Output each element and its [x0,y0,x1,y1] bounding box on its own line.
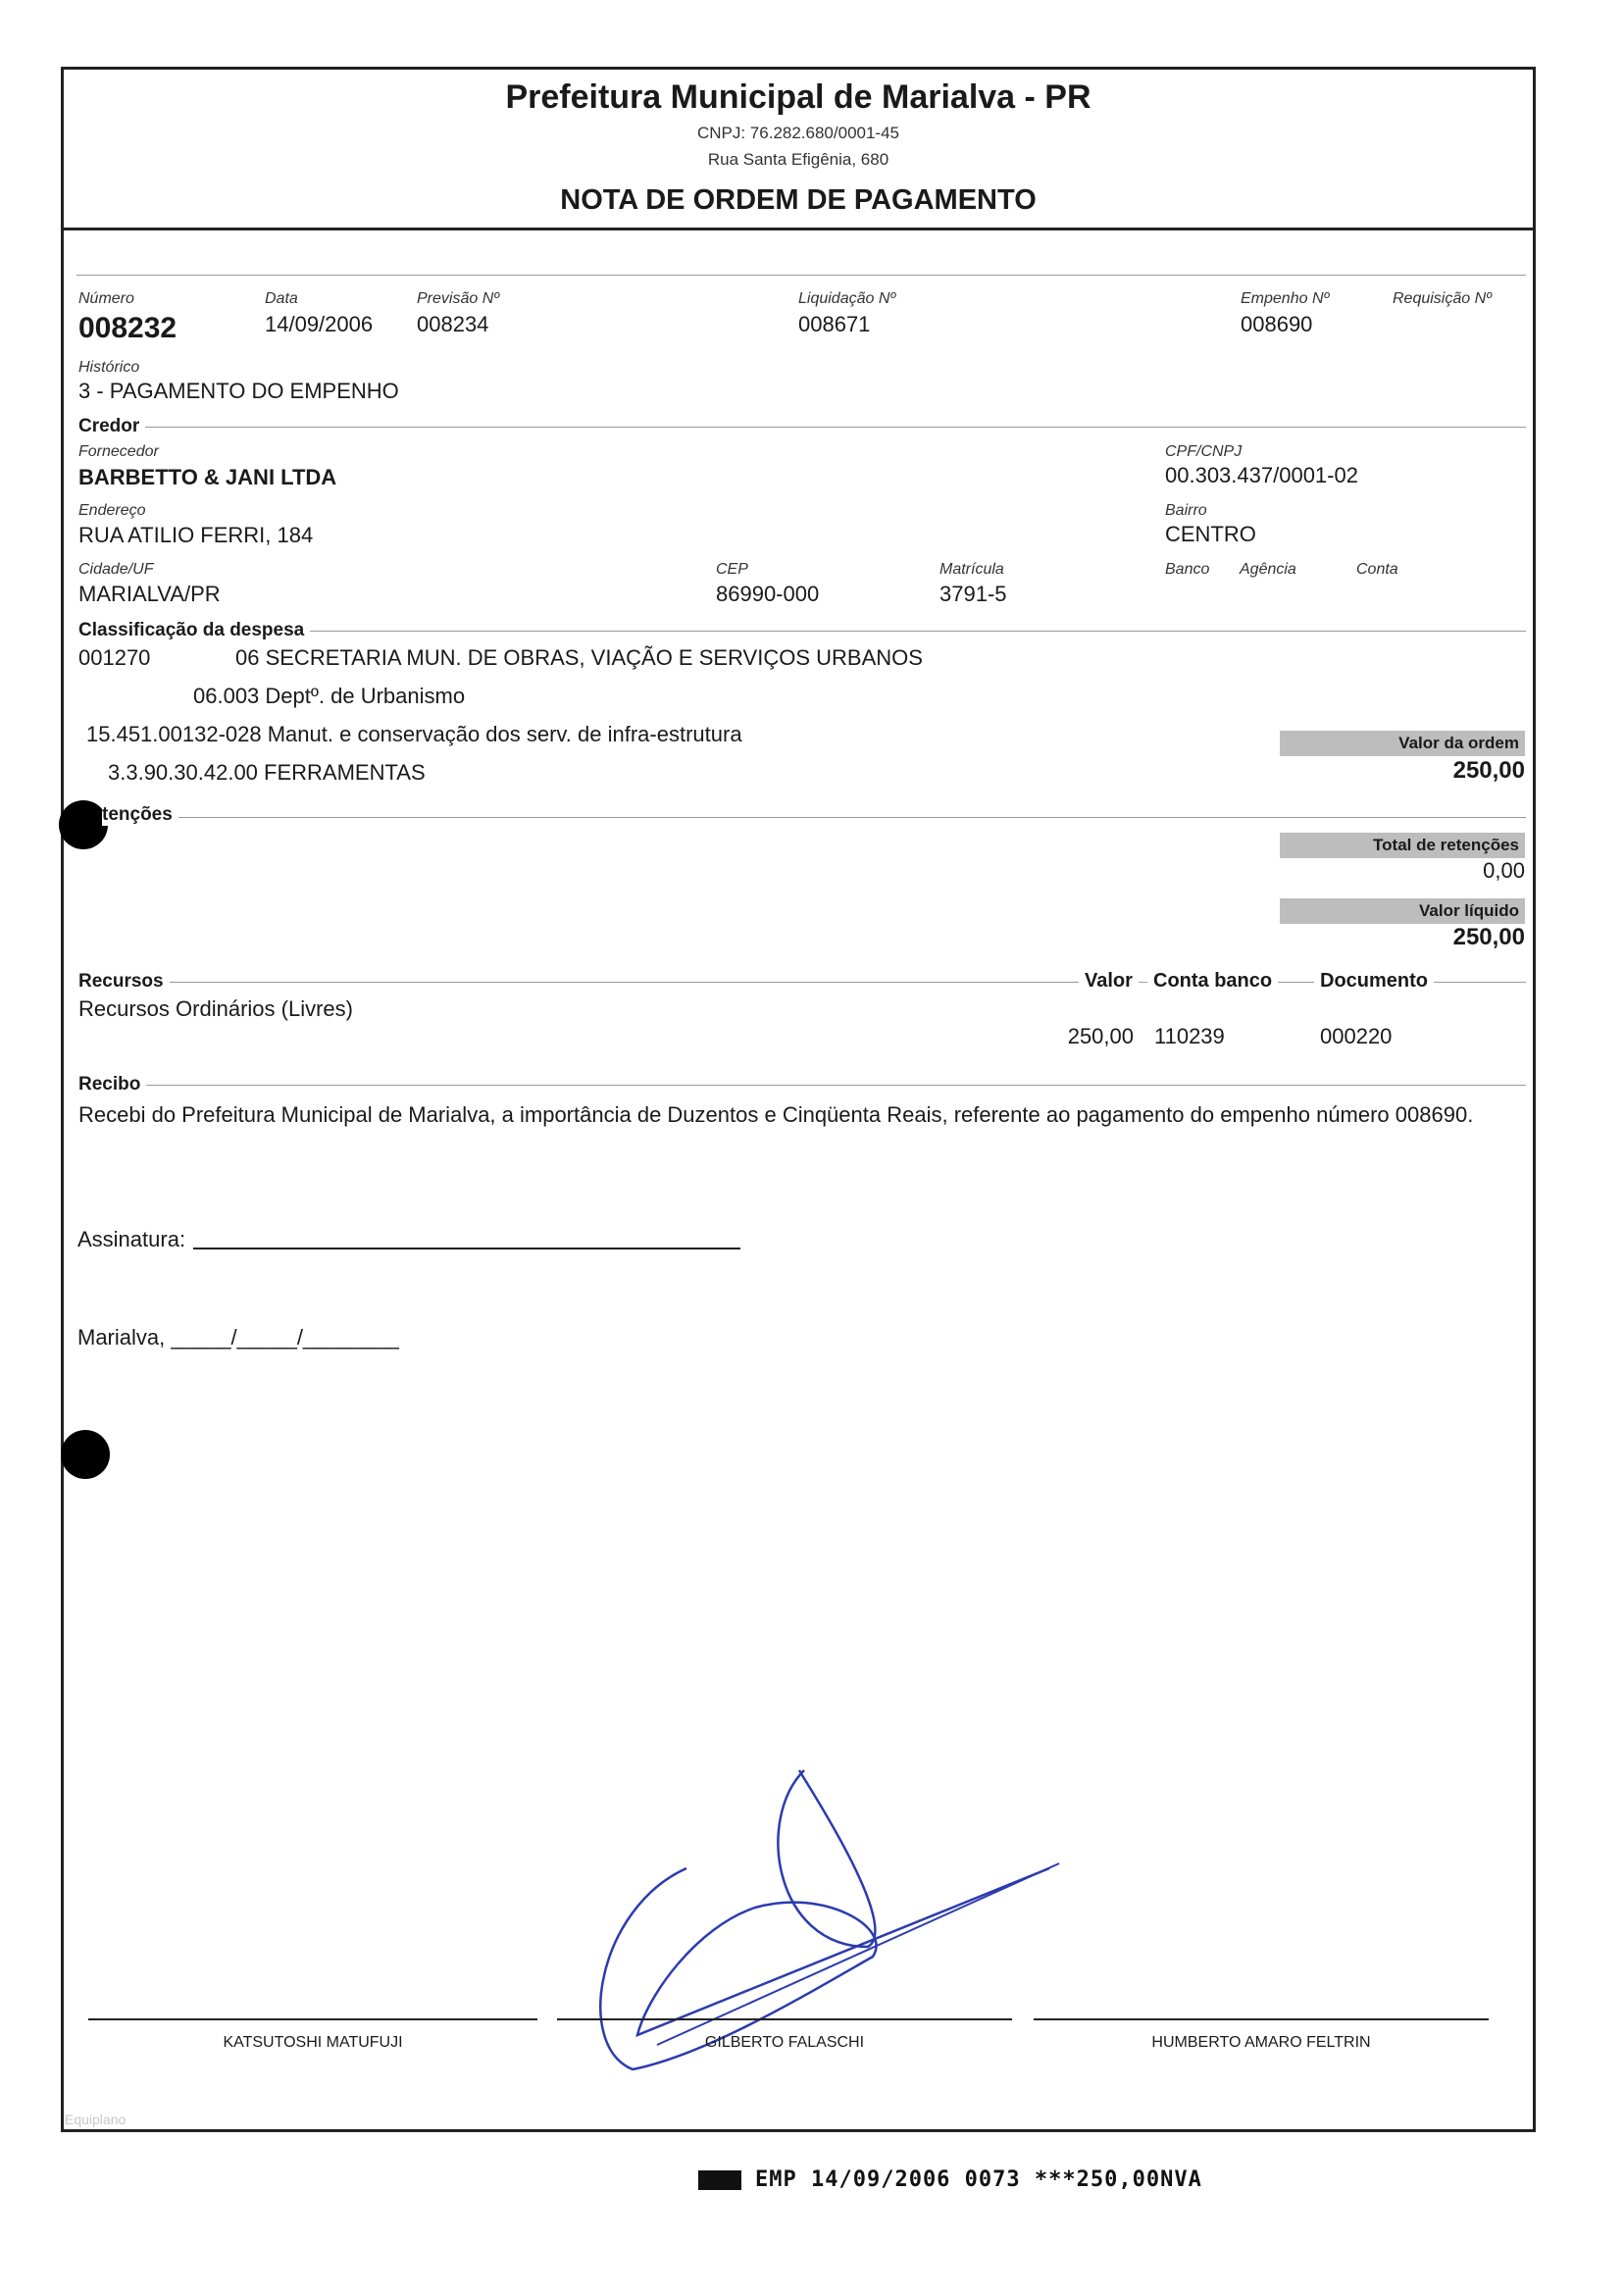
bairro-value: CENTRO [1165,522,1256,546]
previsao-label: Previsão Nº [417,290,500,307]
software-watermark: Equiplano [65,2112,127,2127]
liquidacao-label: Liquidação Nº [798,290,896,307]
conta-label: Conta [1356,561,1398,578]
matricula-value: 3791-5 [939,582,1007,606]
recursos-rule [78,982,1526,983]
numero-value: 008232 [78,312,178,344]
punch-hole [61,1430,110,1479]
address-line: Rua Santa Efigênia, 680 [707,150,889,169]
cpf-value: 00.303.437/0001-02 [1165,463,1358,487]
historico-label: Histórico [78,359,140,376]
liquidacao-value: 008671 [798,312,871,336]
recursos-fonte: Recursos Ordinários (Livres) [78,996,353,1021]
classificacao-dept: 06.003 Deptº. de Urbanismo [193,684,466,708]
recibo-rule [78,1085,1526,1086]
punch-hole [59,800,108,849]
data-label: Data [265,290,298,307]
recursos-section-title: Recursos [78,971,170,993]
recursos-valor-header: Valor [1079,970,1139,993]
agencia-label: Agência [1240,561,1296,578]
credor-rule [78,427,1526,428]
empenho-label: Empenho Nº [1241,290,1330,307]
recursos-documento-header: Documento [1314,970,1434,993]
cep-label: CEP [716,561,748,578]
requisicao-label: Requisição Nº [1393,290,1492,307]
assinatura-line [193,1248,740,1249]
endereco-label: Endereço [78,502,146,519]
fornecedor-value: BARBETTO & JANI LTDA [78,465,337,489]
cep-value: 86990-000 [716,582,820,606]
recursos-conta: 110239 [1154,1024,1225,1048]
signatory-name: HUMBERTO AMARO FELTRIN [1151,2034,1371,2051]
recibo-section-title: Recibo [78,1074,146,1096]
historico-value: 3 - PAGAMENTO DO EMPENHO [78,379,399,403]
cpf-label: CPF/CNPJ [1165,443,1243,460]
total-retencoes-value: 0,00 [1483,858,1525,883]
institution-name: Prefeitura Municipal de Marialva - PR [505,78,1091,116]
cidade-label: Cidade/UF [78,561,154,578]
valor-liquido-value: 250,00 [1452,924,1525,950]
signature-line-right [1034,2018,1489,2020]
banco-label: Banco [1165,561,1210,578]
retencoes-rule [108,817,1526,818]
matricula-label: Matrícula [939,561,1004,578]
classificacao-program: 15.451.00132-028 Manut. e conservação dos serv. de infra-estrutura [86,722,742,746]
recibo-text: Recebi do Prefeitura Municipal de Marialva, a importância de Duzentos e Cinqüenta Reais, referente ao pagamento do empenho número 008690. [78,1102,1474,1127]
valor-ordem-label: Valor da ordem [1280,731,1525,756]
signature-line-center [557,2018,1012,2020]
classificacao-element: 3.3.90.30.42.00 FERRAMENTAS [108,760,426,785]
numero-label: Número [78,290,134,307]
document-title: NOTA DE ORDEM DE PAGAMENTO [560,184,1037,216]
classificacao-org: 06 SECRETARIA MUN. DE OBRAS, VIAÇÃO E SERVIÇOS URBANOS [235,645,923,670]
empenho-value: 008690 [1241,312,1313,336]
classificacao-section-title: Classificação da despesa [78,620,310,641]
cnpj-line: CNPJ: 76.282.680/0001-45 [696,124,900,142]
header-separator [61,228,1536,230]
cidade-value: MARIALVA/PR [78,582,221,606]
retencoes-section-title: tenções [102,804,178,826]
recursos-documento: 000220 [1320,1024,1393,1048]
stamp-text: EMP 14/09/2006 0073 ***250,00NVA [755,2167,1202,2192]
recursos-conta-header: Conta banco [1147,970,1278,993]
signatory-name: KATSUTOSHI MATUFUJI [223,2034,403,2051]
endereco-value: RUA ATILIO FERRI, 184 [78,523,314,547]
previsao-value: 008234 [417,312,489,336]
bairro-label: Bairro [1165,502,1207,519]
signatory-name: GILBERTO FALASCHI [704,2034,865,2051]
payment-stamp [698,2167,1202,2192]
credor-section-title: Credor [78,416,145,437]
total-retencoes-label: Total de retenções [1280,833,1525,858]
local-data-line: Marialva, _____/_____/________ [77,1325,399,1350]
signature-line-left [88,2018,537,2020]
stamp-mark-icon [698,2170,741,2190]
fornecedor-label: Fornecedor [78,443,159,460]
id-row-rule [76,275,1526,276]
classificacao-code: 001270 [78,645,151,670]
assinatura-label: Assinatura: [77,1227,186,1251]
valor-ordem-value: 250,00 [1452,757,1525,784]
valor-liquido-label: Valor líquido [1280,898,1525,924]
data-value: 14/09/2006 [265,312,374,336]
recursos-valor: 250,00 [1067,1024,1134,1048]
